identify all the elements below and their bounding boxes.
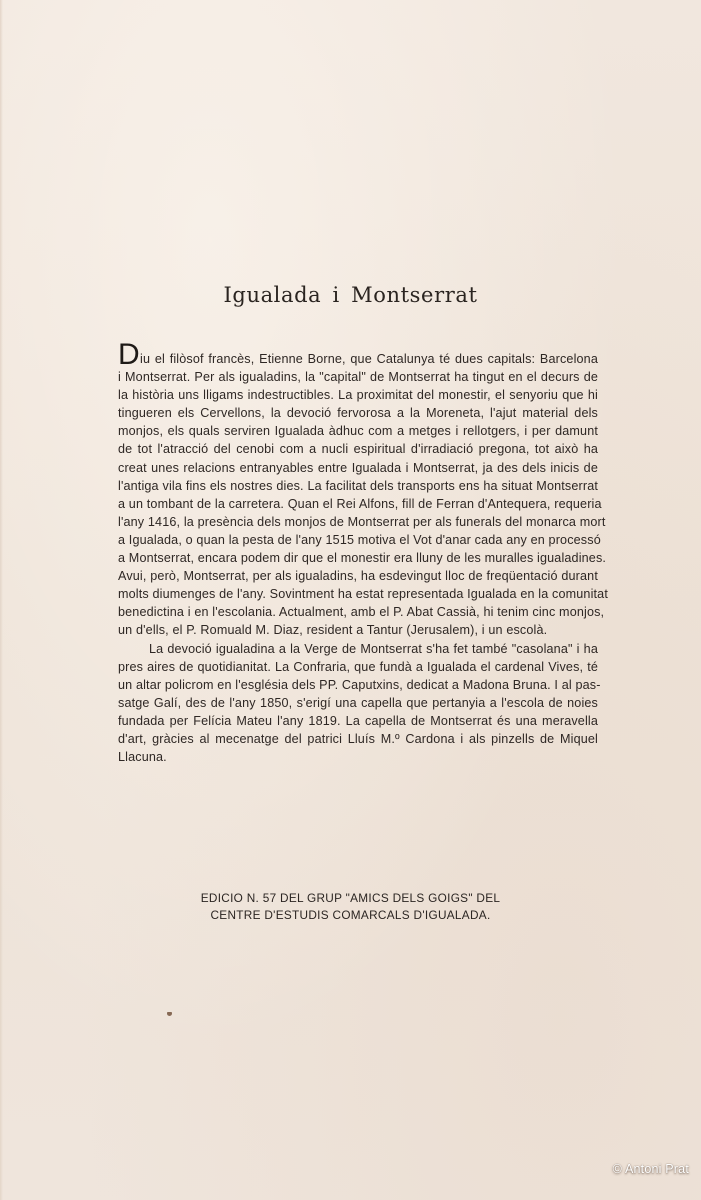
- text-line: d'art, gràcies al mecenatge del patrici Lluís M.º Cardona i als pinzells de Miquel: [118, 731, 598, 746]
- document-title: Igualada i Montserrat: [223, 283, 478, 307]
- colophon-line: CENTRE D'ESTUDIS COMARCALS D'IGUALADA.: [210, 908, 491, 922]
- paragraph-1: [118, 338, 608, 640]
- text-line: i Montserrat. Per als igualadins, la "capital" de Montserrat ha tingut en el decurs de: [118, 370, 598, 385]
- text-line: la història uns lligams indestructibles. La proximitat del monestir, el senyoriu que hi: [118, 388, 598, 403]
- text-line: Avui, però, Montserrat, per als igualadins, ha esdevingut lloc de freqüentació durant: [118, 569, 598, 584]
- first-line: [118, 338, 598, 371]
- text-line: creat unes relacions entranyables entre Igualada i Montserrat, ja des dels inicis de: [118, 460, 598, 475]
- paper-speck: [167, 1012, 172, 1016]
- text-line: satge Galí, des de l'any 1850, s'erigí una capella que pertanyia a l'escola de noies: [118, 695, 598, 710]
- text-line: un altar policrom en l'església dels PP. Caputxins, dedicat a Madona Bruna. I al pas-: [118, 677, 601, 692]
- copyright-watermark: © Antoni Prat: [612, 1162, 689, 1176]
- text-line: un d'ells, el P. Romuald M. Diaz, resident a Tantur (Jerusalem), i un escolà.: [118, 623, 548, 638]
- text-line: molts diumenges de l'any. Sovintment ha estat representada Igualada en la comunitat: [118, 587, 608, 602]
- text-line: de tot l'atracció del cenobi com a nucli espiritual d'irradiació pregona, tot això ha: [118, 442, 598, 457]
- drop-cap: D: [118, 338, 140, 371]
- text-line: a Montserrat, encara podem dir que el monestir era lluny de les muralles igualadines.: [118, 551, 607, 566]
- text-line: La devoció igualadina a la Verge de Montserrat s'ha fet també "casolana" i ha: [149, 641, 598, 656]
- text-line: Llacuna.: [118, 750, 167, 765]
- text-line: iu el filòsof francès, Etienne Borne, que Catalunya té dues capitals: Barcelona: [140, 352, 598, 366]
- text-line: fundada per Felícia Mateu l'any 1819. La capella de Montserrat és una meravella: [118, 713, 598, 728]
- document-body: [118, 338, 608, 766]
- text-line: monjos, els quals serviren Igualada àdhuc com a metges i rellotgers, i per damunt: [118, 424, 598, 439]
- text-line: a Igualada, o quan la pesta de l'any 1515 motiva el Vot d'anar cada any en processó: [118, 532, 601, 547]
- colophon: [0, 890, 701, 924]
- text-line: pres aires de quotidianitat. La Confraria, que fundà a Igualada el cardenal Vives, té: [118, 659, 598, 674]
- colophon-line: EDICIO N. 57 DEL GRUP "AMICS DELS GOIGS" DEL: [200, 891, 501, 905]
- text-line: benedictina i en l'escolania. Actualment, amb el P. Abat Cassià, hi tenim cinc monjos,: [118, 605, 605, 620]
- paragraph-2: [118, 640, 601, 767]
- text-line: l'any 1416, la presència dels monjos de Montserrat per als funerals del monarca mort: [118, 514, 606, 529]
- page-edge: [0, 0, 3, 1200]
- text-line: a un tombant de la carretera. Quan el Rei Alfons, fill de Ferran d'Antequera, requeria: [118, 496, 602, 511]
- text-line: l'antiga vila fins els nostres dies. La facilitat dels transports ens ha situat Montserrat: [118, 478, 598, 493]
- text-line: tingueren els Cervellons, la devoció fervorosa a la Moreneta, l'ajut material dels: [118, 406, 598, 421]
